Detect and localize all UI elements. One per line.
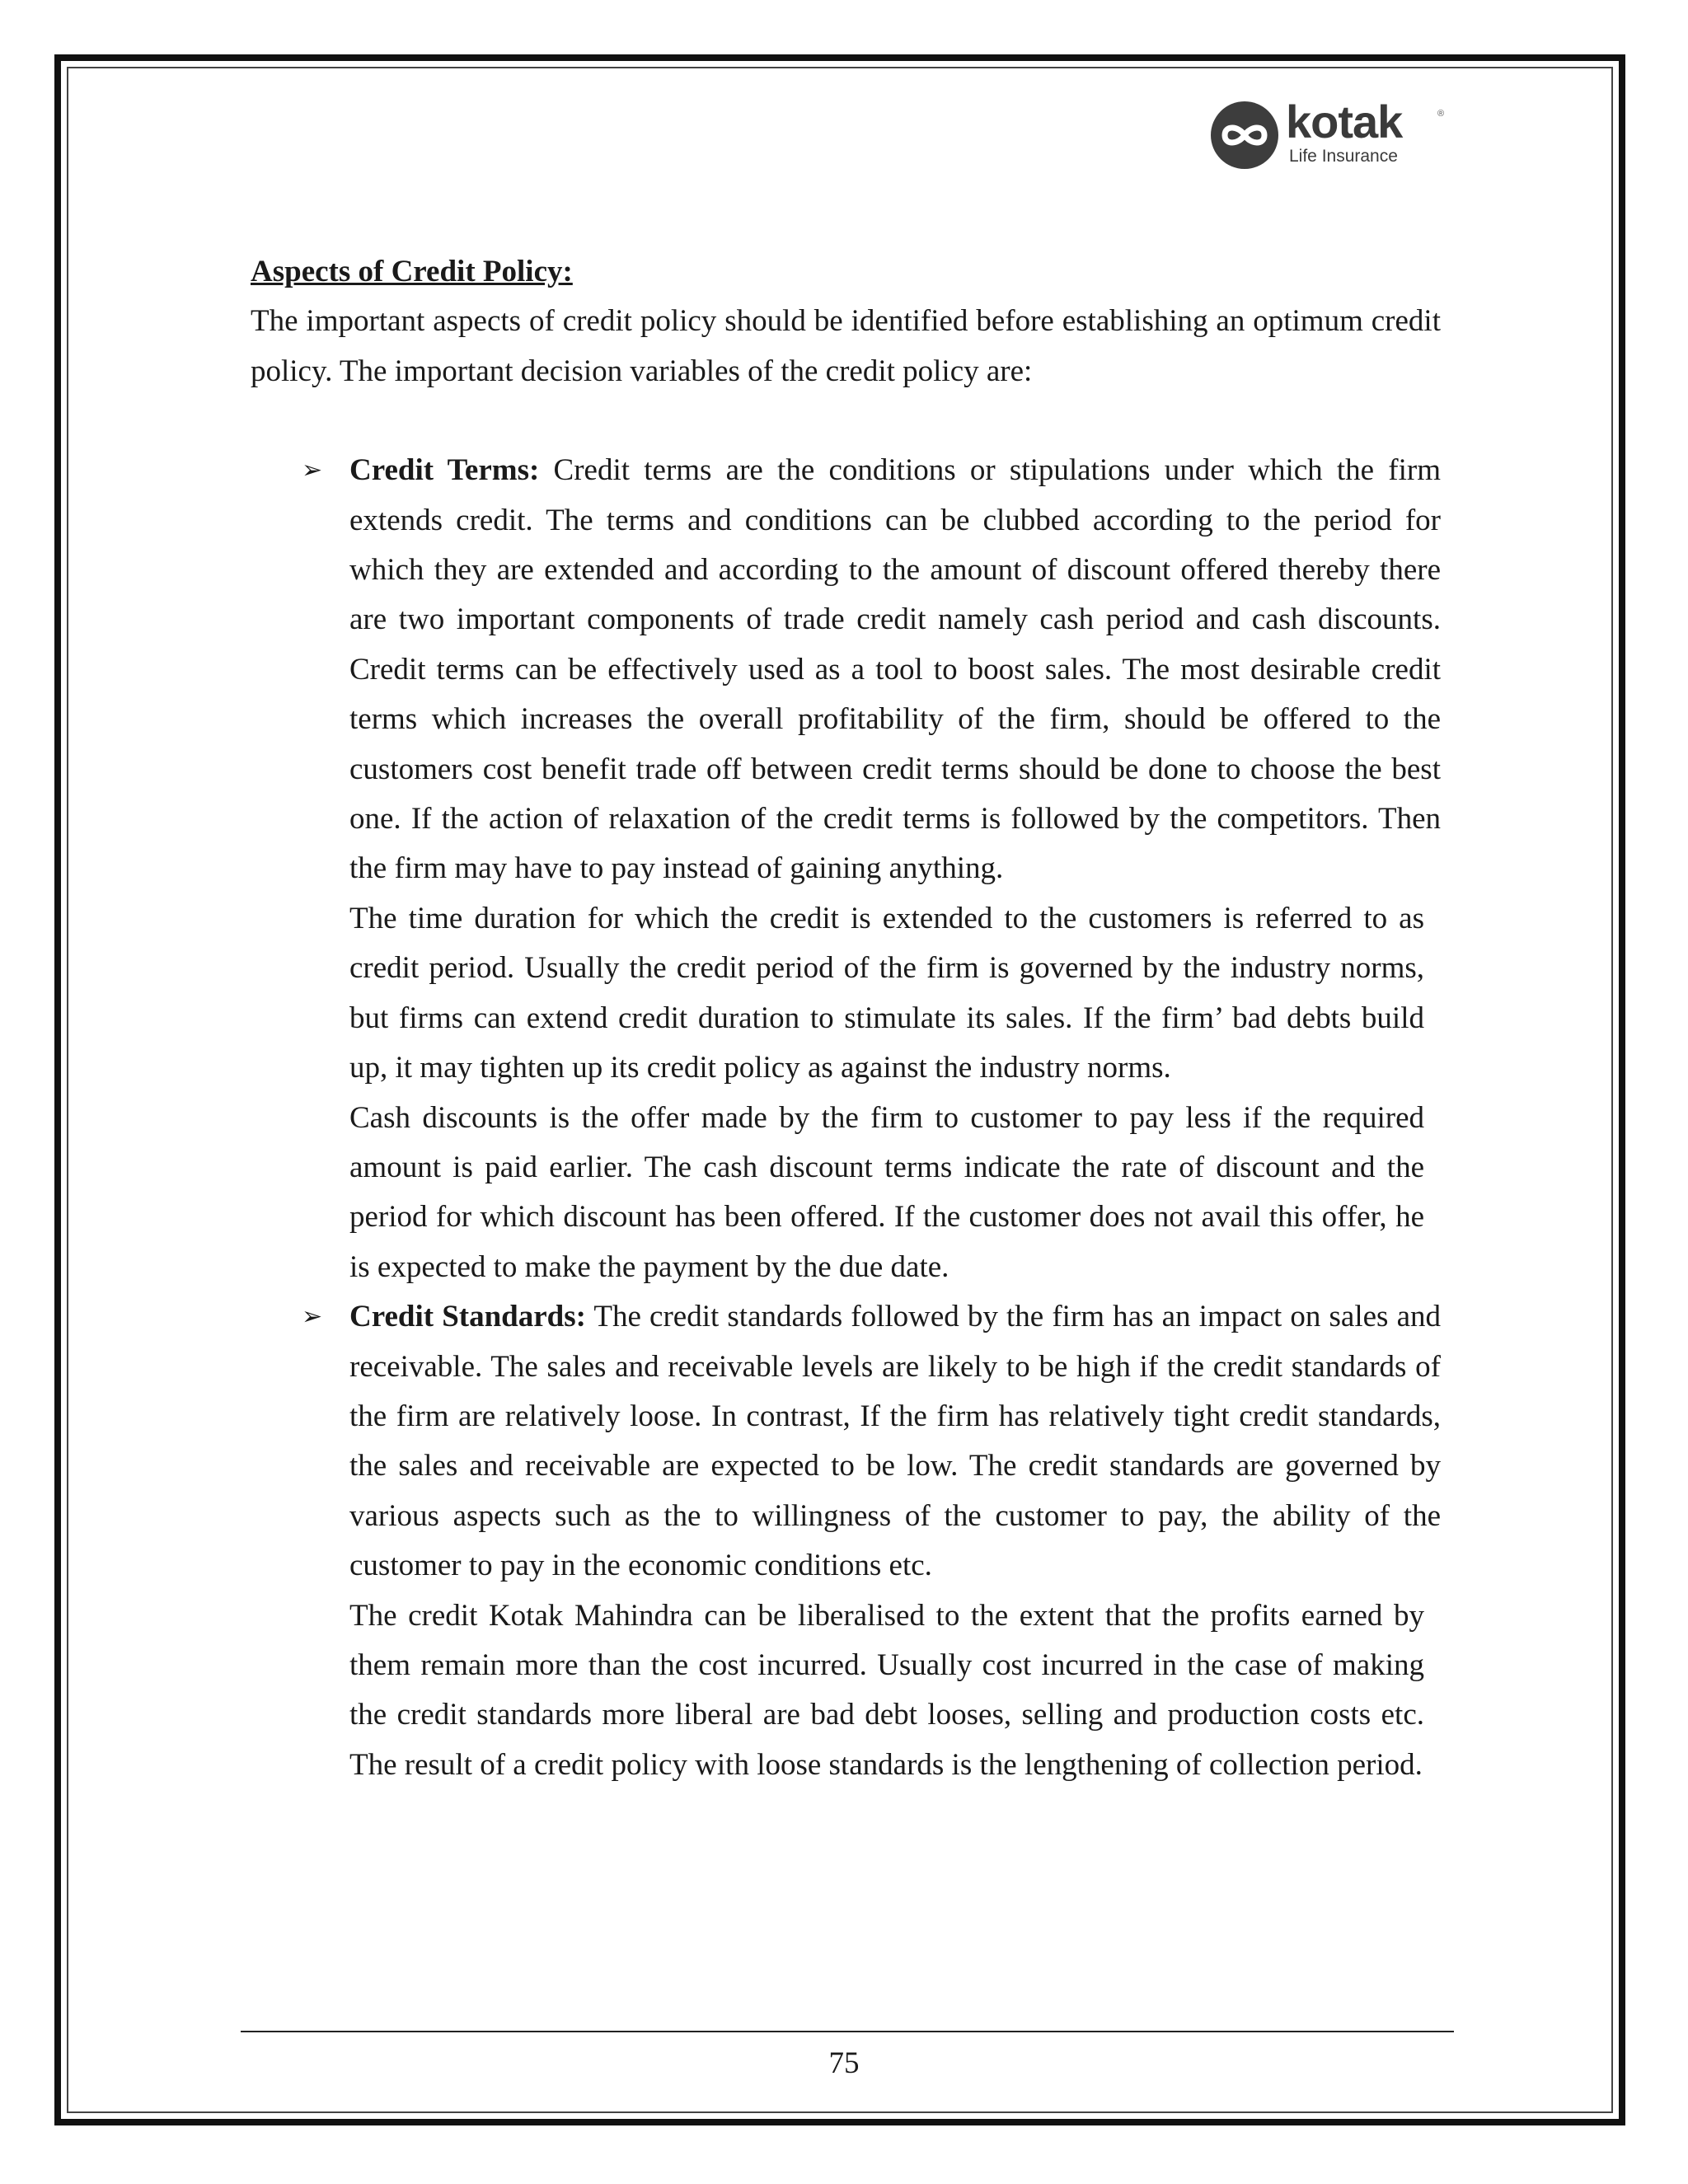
policy-aspects-list (251, 446, 1441, 1790)
credit-terms-text: Credit terms are the conditions or stipulations under which the firm extends credit. The terms and conditions can be clubbed according to the period for which they are extended and according to the amount of discount offered thereby there are two important components of trade credit namely cash period and cash discounts. Credit terms can be effectively used as a tool to boost sales. The most desirable credit terms which increases the overall profitability of the firm, should be offered to the customers cost benefit trade off between credit terms should be done to choose the best one. If the action of relaxation of the credit terms is followed by the competitors. Then the firm may have to pay instead of gaining anything. (349, 453, 1441, 886)
credit-standards-text: The credit standards followed by the firm has an impact on sales and receivable. The sales and receivable levels are likely to be high if the credit standards of the firm are relatively loose. In contrast, If the firm has relatively tight credit standards, the sales and receivable are expected to be low. The credit standards are governed by various aspects such as the to willingness of the customer to pay, the ability of the customer to pay in the economic conditions etc. (349, 1300, 1441, 1583)
arrow-bullet-icon: ➢ (302, 1302, 323, 1332)
list-item-credit-standards (251, 1292, 1441, 1790)
credit-standards-label: Credit Standards: (349, 1300, 586, 1334)
credit-standards-paragraph (349, 1292, 1441, 1591)
credit-period-paragraph: The time duration for which the credit is extended to the customers is referred to as credit period. Usually the credit period of the firm is governed by the industry norms, but firms can extend credit duration to stimulate its sales. If the firm’ bad debts build up, it may tighten up its credit policy as against the industry norms. (349, 901, 1424, 1085)
credit-terms-paragraph (349, 446, 1441, 894)
logo-brand-text: kotak (1286, 96, 1403, 148)
section-intro: The important aspects of credit policy should be identified before establishing an optimum credit policy. The important decision variables of the credit policy are: (251, 304, 1441, 388)
list-item-credit-terms (251, 446, 1441, 1292)
footer-divider (241, 2031, 1454, 2032)
logo-subtitle: Life Insurance (1289, 147, 1398, 166)
page-content (251, 247, 1441, 1790)
credit-terms-label: Credit Terms: (349, 453, 540, 488)
arrow-bullet-icon: ➢ (302, 456, 323, 485)
page-number: 75 (828, 2046, 860, 2080)
kotak-logo (1210, 97, 1449, 171)
liberalisation-paragraph: The credit Kotak Mahindra can be liberalised to the extent that the profits earned by them remain more than the cost incurred. Usually cost incurred in the case of making the credit standards more liberal are bad debt looses, selling and production costs etc. The result of a credit policy with loose standards is the lengthening of collection period. (349, 1598, 1424, 1782)
kotak-infinity-icon (1210, 101, 1279, 170)
section-heading: Aspects of Credit Policy: (251, 255, 573, 288)
logo-registered-mark: ® (1437, 109, 1445, 119)
cash-discount-paragraph: Cash discounts is the offer made by the firm to customer to pay less if the required amount is paid earlier. The cash discount terms indicate the rate of discount and the period for which discount has been offered. If the customer does not avail this offer, he is expected to make the payment by the due date. (349, 1100, 1424, 1284)
